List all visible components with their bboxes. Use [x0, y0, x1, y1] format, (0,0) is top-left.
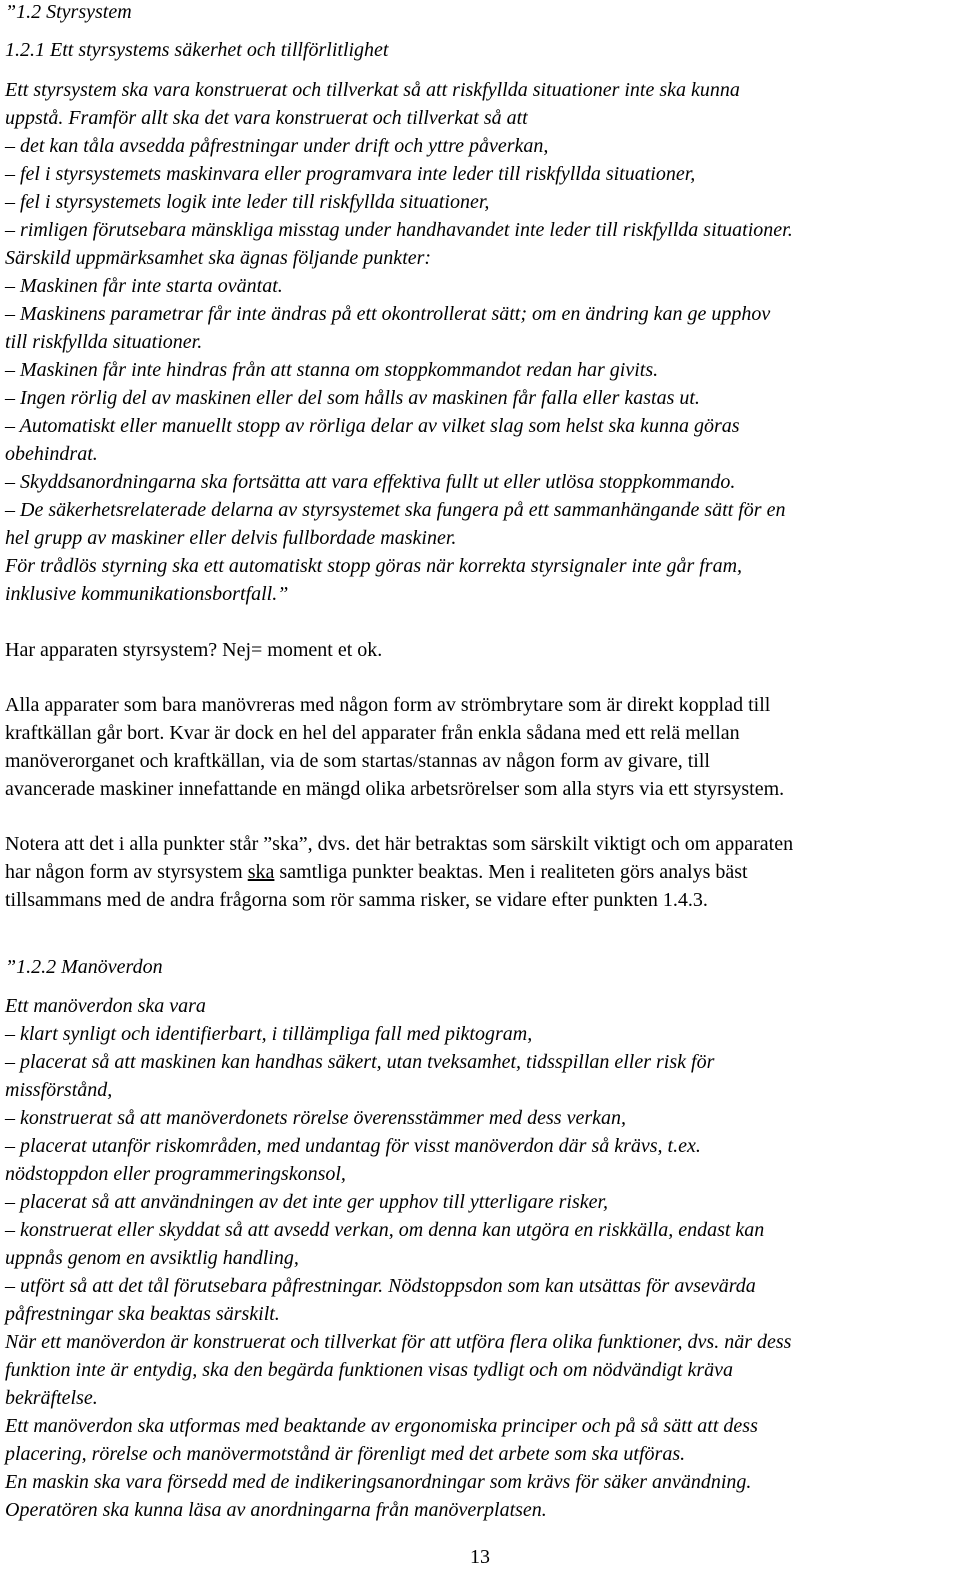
quote-line: – rimligen förutsebara mänskliga misstag under handhavandet inte leder till riskfyllda situationer. [5, 219, 793, 241]
quote-line: placering, rörelse och manövermotstånd är förenligt med det arbete som ska utföras. [5, 1443, 686, 1465]
quote-line: – utfört så att det tål förutsebara påfrestningar. Nödstoppsdon som kan utsättas för avsevärda [5, 1275, 756, 1297]
quote-line: – placerat så att maskinen kan handhas säkert, utan tveksamhet, tidsspillan eller risk för [5, 1051, 715, 1073]
quote-line: – De säkerhetsrelaterade delarna av styrsystemet ska fungera på ett sammanhängande sätt för en [5, 499, 786, 521]
quote-line: funktion inte är entydig, ska den begärda funktionen visas tydligt och om nödvändigt kräva [5, 1359, 734, 1381]
quote-line: påfrestningar ska beaktas särskilt. [5, 1303, 280, 1325]
quote-line: Ett manöverdon ska utformas med beaktande av ergonomiska principer och på så sätt att dess [5, 1415, 758, 1437]
quote-line: hel grupp av maskiner eller delvis fullbordade maskiner. [5, 527, 457, 549]
subsection-heading: ”1.2.2 Manöverdon [5, 956, 163, 978]
paragraph-line: tillsammans med de andra frågorna som rör samma risker, se vidare efter punkten 1.4.3. [5, 889, 708, 911]
quote-line: – klart synligt och identifierbart, i tillämpliga fall med piktogram, [5, 1023, 533, 1045]
quote-line: För trådlös styrning ska ett automatiskt stopp göras när korrekta styrsignaler inte går fram, [5, 555, 743, 577]
quote-line: Ett manöverdon ska vara [5, 995, 206, 1017]
quote-line: till riskfyllda situationer. [5, 331, 203, 353]
quote-line: När ett manöverdon är konstruerat och tillverkat för att utföra flera olika funktioner, dvs. när dess [5, 1331, 792, 1353]
quote-line: – Maskinen får inte starta oväntat. [5, 275, 283, 297]
underlined-word: ska [247, 861, 275, 883]
quote-line: – konstruerat så att manöverdonets rörelse överensstämmer med dess verkan, [5, 1107, 627, 1129]
quote-line: Särskild uppmärksamhet ska ägnas följande punkter: [5, 247, 432, 269]
quote-line: – placerat utanför riskområden, med undantag för visst manöverdon där så krävs, t.ex. [5, 1135, 701, 1157]
quote-line: – det kan tåla avsedda påfrestningar under drift och yttre påverkan, [5, 135, 549, 157]
quote-line: nödstoppdon eller programmeringskonsol, [5, 1163, 346, 1185]
quote-line: – fel i styrsystemets logik inte leder till riskfyllda situationer, [5, 191, 490, 213]
page-number: 13 [470, 1546, 490, 1568]
question-text: Har apparaten styrsystem? Nej= moment et ok. [5, 639, 383, 661]
quote-line: – Maskinen får inte hindras från att stanna om stoppkommandot redan har givits. [5, 359, 659, 381]
paragraph-line: kraftkällan går bort. Kvar är dock en hel del apparater från enkla sådana med ett relä mellan [5, 722, 740, 744]
quote-line: Ett styrsystem ska vara konstruerat och tillverkat så att riskfyllda situationer inte ska kunna [5, 79, 740, 101]
quote-line: uppnås genom en avsiktlig handling, [5, 1247, 299, 1269]
quote-line: uppstå. Framför allt ska det vara konstruerat och tillverkat så att [5, 107, 528, 129]
paragraph-line [5, 860, 748, 884]
quote-line: missförstånd, [5, 1079, 113, 1101]
subsection-heading: 1.2.1 Ett styrsystems säkerhet och tillförlitlighet [5, 39, 389, 61]
quote-line: bekräftelse. [5, 1387, 98, 1409]
paragraph-line: Notera att det i alla punkter står ”ska”, dvs. det här betraktas som särskilt viktigt och om apparaten [5, 833, 794, 855]
quote-line: obehindrat. [5, 443, 98, 465]
quote-line: – konstruerat eller skyddat så att avsedd verkan, om denna kan utgöra en riskkälla, endast kan [5, 1219, 765, 1241]
section-heading: ”1.2 Styrsystem [5, 1, 132, 23]
paragraph-text: har någon form av styrsystem [5, 861, 248, 883]
quote-line: Operatören ska kunna läsa av anordningarna från manöverplatsen. [5, 1499, 547, 1521]
quote-line: inklusive kommunikationsbortfall.” [5, 583, 289, 605]
quote-line: – placerat så att användningen av det inte ger upphov till ytterligare risker, [5, 1191, 609, 1213]
quote-line: – Skyddsanordningarna ska fortsätta att vara effektiva fullt ut eller utlösa stoppkommando. [5, 471, 736, 493]
quote-line: – Automatiskt eller manuellt stopp av rörliga delar av vilket slag som helst ska kunna göras [5, 415, 740, 437]
paragraph-line: manöverorganet och kraftkällan, via de som startas/stannas av någon form av givare, till [5, 750, 710, 772]
paragraph-line: avancerade maskiner innefattande en mängd olika arbetsrörelser som alla styrs via ett styrsystem. [5, 778, 785, 800]
paragraph-line: Alla apparater som bara manövreras med någon form av strömbrytare som är direkt kopplad till [5, 694, 771, 716]
quote-line: – fel i styrsystemets maskinvara eller programvara inte leder till riskfyllda situationer, [5, 163, 696, 185]
paragraph-text: samtliga punkter beaktas. Men i realiteten görs analys bäst [274, 861, 748, 883]
quote-line: En maskin ska vara försedd med de indikeringsanordningar som krävs för säker användning. [5, 1471, 752, 1493]
quote-line: – Ingen rörlig del av maskinen eller del som hålls av maskinen får falla eller kastas ut. [5, 387, 700, 409]
quote-line: – Maskinens parametrar får inte ändras på ett okontrollerat sätt; om en ändring kan ge upphov [5, 303, 771, 325]
